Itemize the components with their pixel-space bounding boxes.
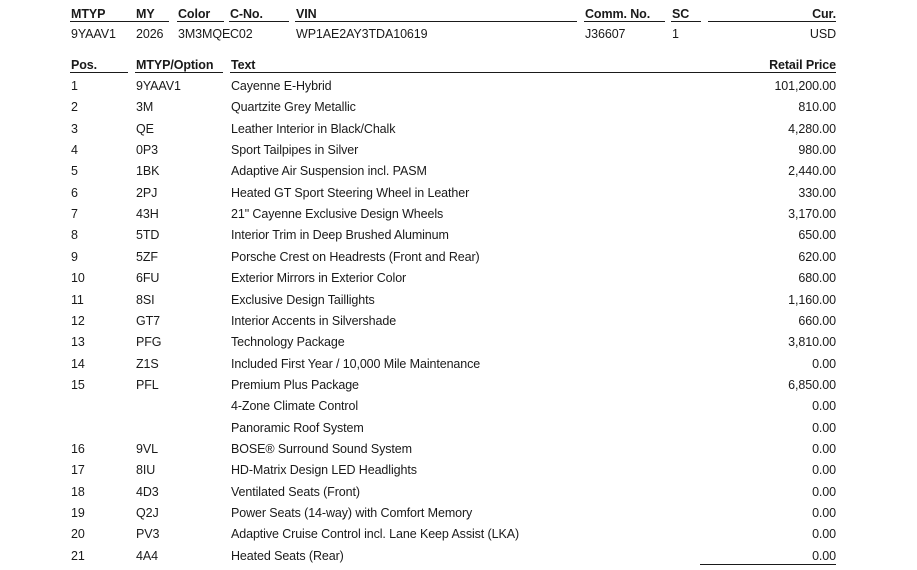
column-header-rule (135, 72, 223, 73)
position-cell: 6 (71, 185, 78, 200)
retail-price-cell: 650.00 (798, 228, 836, 243)
table-row (0, 527, 917, 548)
table-row (0, 143, 917, 164)
position-cell: 3 (71, 121, 78, 136)
table-row (0, 293, 917, 314)
vin-value: WP1AE2AY3TDA10619 (296, 27, 428, 41)
table-row (0, 485, 917, 506)
table-row (0, 271, 917, 292)
description-cell: 21" Cayenne Exclusive Design Wheels (231, 207, 444, 222)
retail-price-cell: 0.00 (812, 441, 836, 456)
description-cell: BOSE® Surround Sound System (231, 441, 412, 456)
table-row (0, 463, 917, 484)
table-row (0, 335, 917, 356)
position-cell: 16 (71, 441, 85, 456)
option-code-cell: Q2J (136, 506, 159, 520)
table-row (0, 186, 917, 207)
comm-no-value: J36607 (585, 27, 626, 41)
description-cell: Leather Interior in Black/Chalk (231, 121, 396, 136)
table-row (0, 378, 917, 399)
column-header-rule (230, 72, 836, 73)
position-cell: 2 (71, 100, 78, 115)
option-code-cell: 5ZF (136, 249, 158, 264)
retail-price-cell: 4,280.00 (788, 121, 836, 136)
header-rule (177, 21, 224, 22)
option-code-cell: QE (136, 121, 154, 136)
option-code-cell: 0P3 (136, 143, 158, 158)
color-value: 3M3MQE (178, 27, 231, 41)
retail-price-cell: 980.00 (798, 143, 836, 158)
position-cell: 14 (71, 356, 85, 371)
position-cell: 19 (71, 506, 85, 520)
sc-label: SC (672, 7, 690, 21)
description-cell: Ventilated Seats (Front) (231, 484, 360, 499)
position-cell: 21 (71, 548, 85, 563)
header-rule (584, 21, 665, 22)
position-cell: 8 (71, 228, 78, 243)
retail-price-cell: 1,160.00 (788, 292, 836, 307)
retail-price-cell: 660.00 (798, 313, 836, 328)
header-rule (708, 21, 836, 22)
position-cell: 5 (71, 164, 78, 179)
description-cell: Heated GT Sport Steering Wheel in Leather (231, 185, 470, 200)
header-rule (295, 21, 577, 22)
position-cell: 20 (71, 527, 85, 542)
description-cell: 4-Zone Climate Control (231, 399, 359, 414)
table-row (0, 100, 917, 121)
color-label: Color (178, 7, 211, 21)
position-cell: 15 (71, 377, 85, 392)
option-code-cell: 8SI (136, 292, 155, 307)
description-cell: Technology Package (231, 335, 345, 350)
option-code-cell: Z1S (136, 356, 159, 371)
position-cell: 18 (71, 484, 85, 499)
position-cell: 17 (71, 463, 85, 478)
text-column-header: Text (231, 58, 256, 72)
option-code-cell: GT7 (136, 313, 161, 328)
table-row (0, 164, 917, 185)
model-year-label: MY (136, 7, 155, 21)
retail-price-cell: 680.00 (798, 271, 836, 286)
description-cell: HD-Matrix Design LED Headlights (231, 463, 417, 478)
description-cell: Adaptive Air Suspension incl. PASM (231, 164, 427, 179)
option-code-cell: PFL (136, 377, 159, 392)
position-cell: 1 (71, 79, 78, 93)
option-code-cell: 4A4 (136, 548, 158, 563)
header-rule (229, 21, 289, 22)
table-row (0, 228, 917, 249)
table-row (0, 314, 917, 335)
pos-column-header: Pos. (71, 58, 97, 72)
header-rule (135, 21, 169, 22)
retail-price-cell: 101,200.00 (774, 79, 836, 93)
retail-price-cell: 0.00 (812, 356, 836, 371)
table-row (0, 549, 917, 570)
vin-label: VIN (296, 7, 317, 21)
option-code-cell: 5TD (136, 228, 160, 243)
description-cell: Panoramic Roof System (231, 420, 364, 435)
retail-price-cell: 620.00 (798, 249, 836, 264)
position-cell: 7 (71, 207, 78, 222)
price-column-header: Retail Price (769, 58, 836, 72)
retail-price-cell: 2,440.00 (788, 164, 836, 179)
table-row (0, 442, 917, 463)
sc-value: 1 (672, 27, 679, 41)
description-cell: Porsche Crest on Headrests (Front and Rear) (231, 249, 480, 264)
position-cell: 12 (71, 313, 85, 328)
header-rule (70, 21, 140, 22)
currency-value: USD (809, 27, 836, 41)
retail-price-cell: 0.00 (812, 527, 836, 542)
retail-price-cell: 810.00 (798, 100, 836, 115)
retail-price-cell: 0.00 (812, 463, 836, 478)
code-column-header: MTYP/Option (136, 58, 214, 72)
description-cell: Exterior Mirrors in Exterior Color (231, 271, 407, 286)
position-cell: 11 (71, 292, 84, 307)
description-cell: Power Seats (14-way) with Comfort Memory (231, 506, 473, 520)
option-code-cell: 4D3 (136, 484, 159, 499)
option-code-cell: 43H (136, 207, 159, 222)
header-rule (671, 21, 701, 22)
position-cell: 10 (71, 271, 85, 286)
option-code-cell: 2PJ (136, 185, 158, 200)
description-cell: Exclusive Design Taillights (231, 292, 375, 307)
table-row (0, 207, 917, 228)
table-row (0, 250, 917, 271)
comm-no-label: Comm. No. (585, 7, 651, 21)
option-code-cell: 6FU (136, 271, 160, 286)
total-rule (700, 564, 836, 565)
retail-price-cell: 3,170.00 (788, 207, 836, 222)
description-cell: Included First Year / 10,000 Mile Maintenance (231, 356, 481, 371)
description-cell: Cayenne E-Hybrid (231, 79, 332, 93)
table-row (0, 122, 917, 143)
currency-label: Cur. (812, 7, 836, 21)
position-cell: 13 (71, 335, 85, 350)
option-code-cell: PFG (136, 335, 162, 350)
description-cell: Interior Accents in Silvershade (231, 313, 397, 328)
column-header-rule (70, 72, 128, 73)
description-cell: Interior Trim in Deep Brushed Aluminum (231, 228, 449, 243)
option-code-cell: 9YAAV1 (136, 79, 181, 93)
mtyp-value: 9YAAV1 (71, 27, 116, 41)
table-row (0, 506, 917, 527)
description-cell: Quartzite Grey Metallic (231, 100, 356, 115)
description-cell: Adaptive Cruise Control incl. Lane Keep Assist (LKA) (231, 527, 520, 542)
position-cell: 9 (71, 249, 78, 264)
description-cell: Premium Plus Package (231, 377, 359, 392)
retail-price-cell: 0.00 (812, 548, 836, 563)
cno-label: C-No. (230, 7, 263, 21)
option-code-cell: 8IU (136, 463, 156, 478)
retail-price-cell: 330.00 (798, 185, 836, 200)
table-row (0, 421, 917, 442)
table-row (0, 79, 917, 100)
mtyp-label: MTYP (71, 7, 106, 21)
option-code-cell: PV3 (136, 527, 160, 542)
description-cell: Sport Tailpipes in Silver (231, 143, 359, 158)
retail-price-cell: 0.00 (812, 484, 836, 499)
table-row (0, 399, 917, 420)
cno-value: C02 (230, 27, 253, 41)
option-code-cell: 9VL (136, 441, 158, 456)
retail-price-cell: 0.00 (812, 506, 836, 520)
option-code-cell: 3M (136, 100, 154, 115)
option-code-cell: 1BK (136, 164, 160, 179)
position-cell: 4 (71, 143, 78, 158)
description-cell: Heated Seats (Rear) (231, 548, 344, 563)
retail-price-cell: 3,810.00 (788, 335, 836, 350)
retail-price-cell: 0.00 (812, 420, 836, 435)
retail-price-cell: 6,850.00 (788, 377, 836, 392)
model-year-value: 2026 (136, 27, 164, 41)
table-row (0, 357, 917, 378)
retail-price-cell: 0.00 (812, 399, 836, 414)
